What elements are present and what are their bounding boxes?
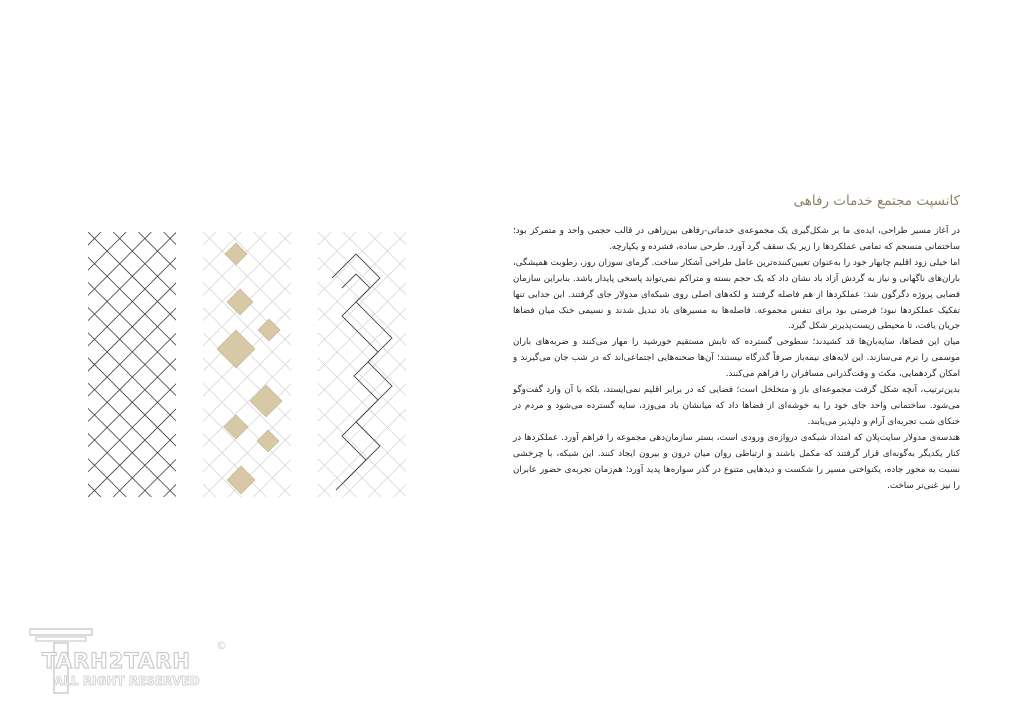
paragraph: هندسه‌ی مدولار سایت‌پلان که امتداد شبکه‌ی دروازه‌ی ورودی است، بستر سازمان‌دهی مجموعه را فراهم آورد. عملکردها در کنار یکدیگر به‌گونه‌ای قرار گرفتند که مکمل باشند و ارتباطی روان میان درون و بیرون ایجاد کنند. این شبکه، با چرخشی نسبت به محور جاده، یکنواختی مسیر را شکست و دیدهایی متنوع در گذر سواره‌ها پدید آورد؛ هم‌زمان تجربه‌ی حضور عابران را نیز غنی‌تر ساخت. <box>513 432 960 491</box>
program-block <box>257 430 279 452</box>
grid-line <box>41 232 306 497</box>
grid-line <box>242 232 507 497</box>
grid-line <box>16 232 281 497</box>
grid-line <box>279 232 544 497</box>
grid-line <box>0 232 227 497</box>
grid-line <box>91 232 356 497</box>
grid-line <box>0 232 202 497</box>
grid-line <box>0 232 76 497</box>
program-block <box>250 385 282 417</box>
grid-line <box>0 232 177 497</box>
grid-line <box>0 232 166 497</box>
grid-line <box>153 232 418 497</box>
grid-line <box>66 232 331 497</box>
grid-line <box>16 232 281 497</box>
grid-line <box>239 232 504 497</box>
program-block <box>224 415 248 439</box>
grid-line <box>0 232 177 497</box>
grid-line <box>189 232 454 497</box>
grid-line <box>0 232 252 497</box>
grid-line <box>38 232 303 497</box>
copyright-icon: © <box>216 639 227 652</box>
grid-line <box>0 232 241 497</box>
grid-line <box>253 232 518 497</box>
grid-line <box>0 232 241 497</box>
grid-line <box>0 232 25 497</box>
grid-line <box>0 232 252 497</box>
grid-line <box>0 232 166 497</box>
grid-line <box>0 232 216 497</box>
grid-line <box>77 232 342 497</box>
grid-line <box>0 232 202 497</box>
grid-line <box>127 232 392 497</box>
grid-line <box>0 232 227 497</box>
grid-line <box>279 232 544 497</box>
grid-line <box>253 232 518 497</box>
grid-line <box>214 232 479 497</box>
grid-line <box>0 232 51 497</box>
grid-line <box>66 232 331 497</box>
grid-line <box>164 232 429 497</box>
paragraph: میان این فضاها، سایه‌بان‌ها قد کشیدند؛ سطوحی گسترده که تابش مستقیم خورشید را مهار می‌کنند و ضربه‌های باران موسمی را نرم می‌سازند. این لایه‌های نیمه‌باز صرفاً گذرگاه نیستند؛ آن‌ها صحنه‌هایی اجتماعی‌اند که در شب جان می‌گیرند و امکان گردهمایی، مکث و وقت‌گذرانی مسافران را فراهم می‌کنند. <box>513 337 960 380</box>
grid-line <box>0 232 126 497</box>
grid-line <box>0 232 216 497</box>
program-block <box>217 330 255 368</box>
program-block <box>227 466 255 494</box>
program-block <box>225 243 247 265</box>
grid-line <box>0 232 101 497</box>
grid-line <box>0 232 126 497</box>
grid-line <box>0 232 151 497</box>
grid-line <box>239 232 504 497</box>
page-title: کانسپت مجتمع خدمات رفاهی <box>793 193 960 209</box>
concept-description <box>513 224 960 494</box>
grid-line <box>268 232 533 497</box>
paragraph: در آغاز مسیر طراحی، ایده‌ی ما بر شکل‌گیری یک مجموعه‌ی خدماتی-رفاهی بین‌راهی در قالب حجمی واحد و متمرکز بود؛ ساختمانی منسجم که تمامی عملکردها را زیر یک سقف گرد آورد. طرحی ساده، فشرده و یکپارچه. <box>513 226 960 252</box>
grid-line <box>0 232 76 497</box>
grid-line <box>0 232 25 497</box>
watermark-brand: TARH2TARH <box>42 649 191 673</box>
watermark-logo <box>28 627 238 697</box>
grid-line <box>0 232 101 497</box>
grid-line <box>164 232 429 497</box>
paragraph: اما خیلی زود اقلیم چابهار خود را به‌عنوان تعیین‌کننده‌ترین عامل طراحی آشکار ساخت. گرمای سوزان روز، رطوبت همیشگی، باران‌های ناگهانی و نیاز به گردش آزاد باد نشان داد که یک حجم بسته و متراکم نمی‌تواند پاسخی پایدار باشد. بنابراین سازمان فضایی پروژه دگرگون شد: عملکردها از هم فاصله گرفتند و لکه‌های اصلی روی شبکه‌ای مدولار جای گرفتند. این جدایی تنها تفکیک عملکردها نبود؛ فرصتی بود برای تنفس مجموعه. فاصله‌ها به مسیرهای باد تبدیل شدند و نسیمی خنک میان فضاها جریان یافت، تا محیطی زیست‌پذیرتر شکل گیرد. <box>513 257 960 332</box>
grid-line <box>214 232 479 497</box>
grid-line <box>217 232 482 497</box>
paragraph: بدین‌ترتیب، آنچه شکل گرفت مجموعه‌ای باز و متخلخل است؛ فضایی که در برابر اقلیم نمی‌ایستد، بلکه با آن وارد گفت‌وگو می‌شود. ساختمانی واحد جای خود را به خوشه‌ای از فضاها داد که میانشان باد می‌وزد، سایه گسترده می‌شود و مردم در خنکای شب تجربه‌ای آرام و دلپذیر می‌یابند. <box>513 385 960 427</box>
grid-line <box>189 232 454 497</box>
grid-line <box>41 232 306 497</box>
grid-line <box>91 232 356 497</box>
grid-line <box>0 232 151 497</box>
grid-line <box>0 232 51 497</box>
grid-line <box>192 232 457 497</box>
watermark-rights: ALL RIGHT RESERVED <box>54 674 200 688</box>
